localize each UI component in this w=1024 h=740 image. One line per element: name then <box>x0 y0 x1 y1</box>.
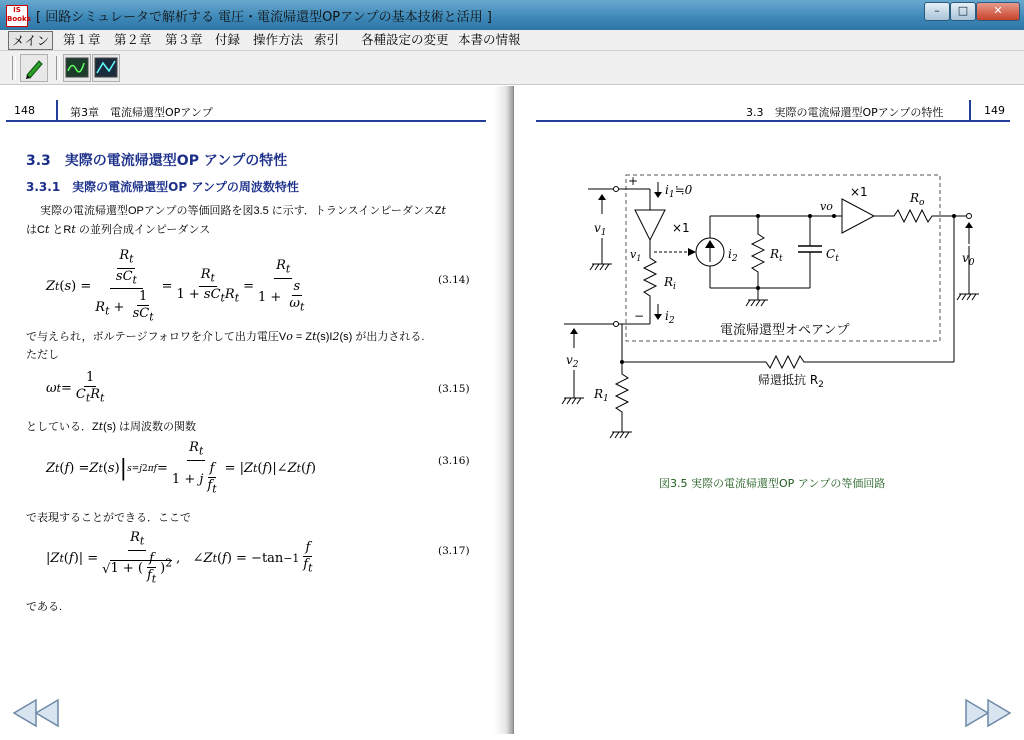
arrow-head <box>570 328 578 334</box>
paragraph-2a: で与えられ，ボルテージフォロワを介して出力電圧Vo = Zt(s)I2(s) が出力される. <box>26 330 425 343</box>
equation-number-3-15: (3.15) <box>438 383 470 395</box>
arrow-head <box>688 248 696 256</box>
circuit-diagram <box>514 86 1018 466</box>
maximize-button[interactable]: □ <box>950 2 976 21</box>
arrow-head <box>965 222 973 228</box>
opamp-box-label: 電流帰還型オペアンプ <box>720 323 850 338</box>
input-buffer <box>635 210 665 240</box>
v0-label: $v_0$ <box>962 251 975 268</box>
paragraph-3: としている．Zt(s) は周波数の関数 <box>26 420 197 433</box>
app-icon: IS Books <box>6 5 28 27</box>
pen-icon <box>21 55 47 81</box>
ri-label: $R_i$ <box>664 275 676 292</box>
paragraph-1a: 実際の電流帰還型OPアンプの等価回路を図3.5 に示す．トランスインピーダンスZt <box>40 204 446 217</box>
plus-label: + <box>628 174 639 188</box>
r1-resistor <box>616 362 628 432</box>
chapter-header: 第3章 電流帰還型OPアンプ <box>70 106 213 119</box>
arrow-head <box>654 314 662 320</box>
v2-label: $v_2$ <box>566 353 579 370</box>
scope-2-icon <box>93 55 119 81</box>
close-button[interactable]: ✕ <box>976 2 1020 21</box>
toolbar-separator <box>56 56 60 80</box>
subsection-title: 3.3.1 実際の電流帰還型OP アンプの周波数特性 <box>26 180 299 194</box>
left-page <box>6 86 511 734</box>
previous-page-button[interactable] <box>12 698 62 728</box>
double-right-arrow-icon <box>962 698 1012 728</box>
equation-3-15: ω t = $\frac{1}{C_tR_t}$ <box>46 370 105 405</box>
double-left-arrow-icon <box>12 698 62 728</box>
feedback-resistor-label: 帰還抵抗 $R_2$ <box>758 373 824 390</box>
menu-bar <box>0 30 1024 51</box>
scope-2-button[interactable] <box>92 54 120 82</box>
right-page <box>514 86 1018 734</box>
arrow-head <box>654 192 662 198</box>
scope-icon <box>64 55 90 81</box>
menu-appendix[interactable]: 付録 <box>215 32 241 47</box>
equation-3-16: Z t ( f ) = Z t ( s ) | s=j2πf = $R_t$ 1 + j $\frac{f}{f_t}$ = | Z t ( f )|∠ Z t ( f ) <box>46 440 316 496</box>
menu-main[interactable]: メイン <box>8 31 53 50</box>
ground-symbol <box>610 432 632 438</box>
i1-label: $i_1≒0$ <box>665 183 693 200</box>
next-page-button[interactable] <box>962 698 1012 728</box>
rt-label: $R_t$ <box>770 247 783 264</box>
equation-number-3-16: (3.16) <box>438 455 470 467</box>
ri-resistor <box>644 252 656 324</box>
ground-symbol <box>590 264 612 270</box>
left-page-number: 148 <box>14 104 35 117</box>
pen-button[interactable] <box>20 54 48 82</box>
i2-label: $i_2$ <box>665 309 675 326</box>
minus-label: − <box>634 309 645 323</box>
toolbar-grip <box>12 56 16 80</box>
equation-3-17: | Z t ( f )| = $R_t$ √1 + ( $\frac{f}{f_t}$ )$^2$ , ∠ Z t ( f ) = −tan −1 $\frac{f}{f_t}$ <box>46 530 313 586</box>
r1-label: $R_1$ <box>594 387 609 404</box>
right-section-header: 3.3 実際の電流帰還型OPアンプの特性 <box>746 106 944 119</box>
menu-chapter-1[interactable]: 第１章 <box>63 32 101 47</box>
toolbar <box>0 51 1024 85</box>
paragraph-5: である. <box>26 601 63 613</box>
equation-number-3-14: (3.14) <box>438 274 470 286</box>
output-buffer <box>842 199 874 233</box>
ground-symbol <box>746 300 768 306</box>
menu-chapter-3[interactable]: 第３章 <box>165 32 203 47</box>
figure-caption: 図3.5 実際の電流帰還型OP アンプの等価回路 <box>659 477 886 490</box>
ground-symbol <box>957 294 979 300</box>
header-divider <box>56 100 58 120</box>
x1-output-label: ×1 <box>850 185 868 199</box>
right-page-number: 149 <box>984 104 1005 117</box>
output-node <box>967 214 972 219</box>
menu-book-info[interactable]: 本書の情報 <box>458 32 521 47</box>
arrow-head <box>598 194 606 200</box>
x1-input-label: ×1 <box>672 221 690 235</box>
header-rule <box>6 120 486 122</box>
plus-node <box>614 187 619 192</box>
equation-number-3-17: (3.17) <box>438 545 470 557</box>
ct-label: $C_t$ <box>826 247 839 264</box>
equation-3-14: Z t ( s ) = $\frac{R_t}{sC_t}$ $R_t$ + $\frac{1}{sC_t}$ = $\frac{R_t}{1 + sC_tR_t}$ = $R_t$ 1 + $\frac{s}{\omega_t}$ <box>46 248 305 324</box>
i2-source-label: $i_2$ <box>728 247 738 264</box>
ro-label: $R_o$ <box>910 191 925 208</box>
minimize-button[interactable]: – <box>924 2 950 21</box>
menu-operation[interactable]: 操作方法 <box>253 32 304 47</box>
paragraph-4: で表現することができる．ここで <box>26 512 191 524</box>
section-title: 3.3 実際の電流帰還型OP アンプの特性 <box>26 153 288 169</box>
menu-chapter-2[interactable]: 第２章 <box>114 32 152 47</box>
scope-button[interactable] <box>63 54 91 82</box>
minus-node <box>614 322 619 327</box>
v1-label: $v_1$ <box>594 221 607 238</box>
vo-label: vo <box>820 200 833 213</box>
paragraph-2b: ただし <box>26 349 59 361</box>
menu-index[interactable]: 索引 <box>314 32 340 47</box>
title-bar <box>0 0 1024 31</box>
menu-settings[interactable]: 各種設定の変更 <box>361 32 449 47</box>
paragraph-1b: はCt とRt の並列合成インピーダンス <box>26 223 211 236</box>
r2-resistor <box>622 356 954 368</box>
rt-resistor <box>752 216 764 288</box>
book-view <box>6 86 1018 734</box>
window-title: [ 回路シミュレータで解析する 電圧・電流帰還型OPアンプの基本技術と活用 ] <box>36 10 492 25</box>
v1-node-label: $v_1$ <box>630 248 642 263</box>
ground-symbol <box>562 398 584 404</box>
